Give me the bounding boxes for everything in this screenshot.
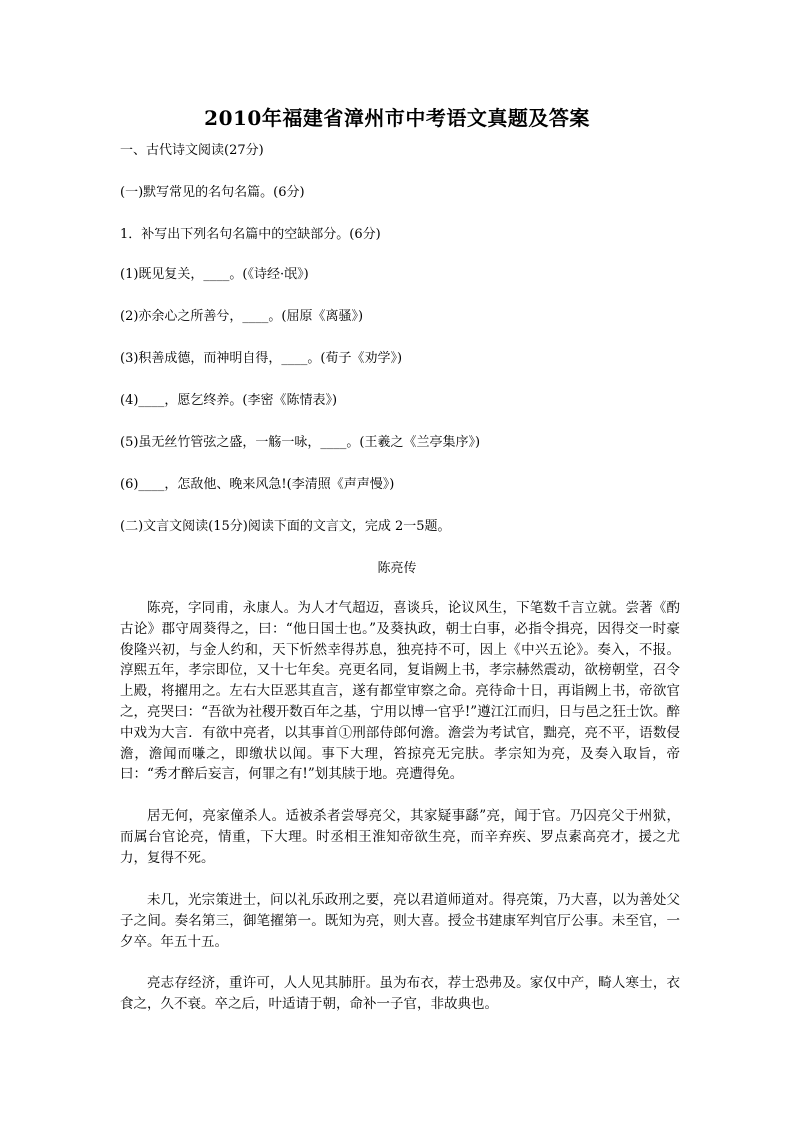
fill-item-4: (4)____，愿乞终养。(李密《陈情表》) <box>120 393 338 408</box>
passage-paragraph-4: 亮志存经济，重许可，人人见其肺肝。虽为布衣，荐士恐弗及。家仅中产，畸人寒士，衣食之，久不衰。卒之后，叶适请于朝，命补一子官，非故典也。 <box>120 975 680 1012</box>
subsection-heading: (一)默写常见的名句名篇。(6分) <box>120 185 305 200</box>
fill-item-1: (1)既见复关，____。(《诗经·氓》) <box>120 267 309 282</box>
passage-paragraph-1: 陈亮，字同甫，永康人。为人才气超迈，喜谈兵，论议风生，下笔数千言立就。尝著《酌古论》郡守周葵得之，曰：“他日国士也。”及葵执政，朝士白事，必指令揖亮，因得交一时豪俊隆兴初，与金人约和，天下忻然幸得苏息，独亮持不可，因上《中兴五论》。奏入，不报。淳熙五年，孝宗即位，又十七年矣。亮更名同，复诣阙上书，孝宗赫然震动，欲榜朝堂，召令上殿，将擢用之。左右大臣恶其直言，遂有都堂审察之命。亮待命十日，再诣阙上书，帝欲官之，亮哭曰：“吾欲为社稷开数百年之基，宁用以博一官乎!”遵江江而归，日与邑之狂士饮。醉中戏为大言．有欲中亮者，以其事首①刑部侍郎何澹。澹尝为考试官，黜亮，亮不平，语数侵澹，澹闻而嗛之，即缴状以闻。事下大理，笞掠亮无完肤。孝宗知为亮，及奏入取旨，帝曰：“秀才醉后妄言，何罪之有!”划其牍于地。亮遭得免。 <box>120 600 680 783</box>
fill-item-5: (5)虽无丝竹管弦之盛，一觞一咏，____。(王羲之《兰亭集序》) <box>120 435 481 450</box>
fill-item-6: (6)____，怎敌他、晚来风急!(李清照《声声慢》) <box>120 477 395 492</box>
question-1: 1．补写出下列名句名篇中的空缺部分。(6分) <box>120 227 381 242</box>
fill-item-2: (2)亦余心之所善兮，____。(屈原《离骚》) <box>120 309 364 324</box>
document-title: 2010年福建省漳州市中考语文真题及答案 <box>204 106 590 130</box>
passage-paragraph-3: 未几，光宗策进士，问以礼乐政刑之要，亮以君道师道对。得亮策，乃大喜，以为善处父子之间。奏名第三，御笔擢第一。既知为亮，则大喜。授佥书建康军判官厅公事。未至官，一夕卒。年五十五。 <box>120 892 680 950</box>
passage-title: 陈亮传 <box>377 561 417 576</box>
subsection-heading-2: (二)文言文阅读(15分)阅读下面的文言文，完成 2一5题。 <box>120 519 451 534</box>
fill-item-3: (3)积善成德，而神明自得，____。(荀子《劝学》) <box>120 351 403 366</box>
section-heading: 一、古代诗文阅读(27分) <box>120 143 264 158</box>
passage-paragraph-2: 居无何，亮家僮杀人。适被杀者尝辱亮父，其家疑事繇”亮，闻于官。乃囚亮父于州狱，而属台官论亮，情重，下大理。时丞相王淮知帝欲生亮，而辛弃疾、罗点素高亮才，援之尤力，复得不死。 <box>120 808 680 866</box>
